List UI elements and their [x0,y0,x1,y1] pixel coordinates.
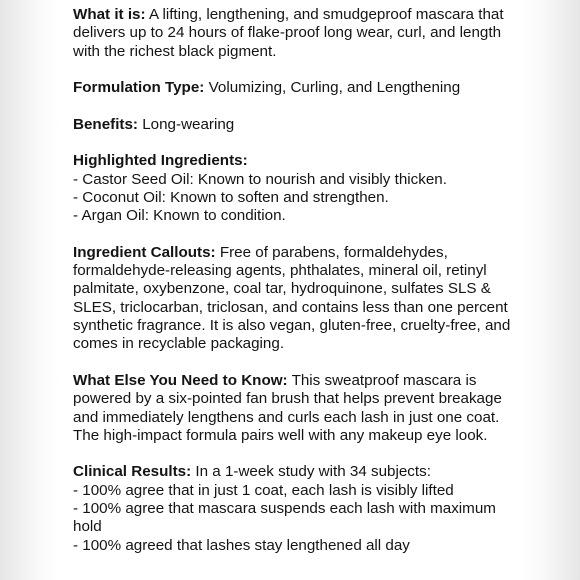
list-item: - Coconut Oil: Known to soften and strengthen. [73,188,389,206]
section-label: Ingredient Callouts: [73,243,216,261]
section-highlighted-ingredients [73,152,513,225]
section-clinical-results [73,463,513,554]
section-label: Clinical Results: [73,463,192,481]
section-text: Volumizing, Curling, and Lengthening [208,79,461,97]
list-item: - Argan Oil: Known to condition. [73,207,286,225]
section-benefits [73,116,513,134]
list-item: - 100% agreed that lashes stay lengthened all day [73,536,410,554]
section-formulation-type [73,79,513,97]
section-ingredient-callouts [73,244,513,354]
section-what-it-is [73,6,513,61]
section-text: Free of parabens, formaldehydes, formaldehyde-releasing agents, phthalates, mineral oil, retinyl palmitate, oxybenzone, coal tar, hydroquinone, sulfates SLS & SLES, triclocarban, triclosan, and contains less than one percent synthetic fragrance. It is also vegan, gluten-free, cruelty-free, and comes in recyclable packaging. [73,243,511,353]
section-text: This sweatproof mascara is powered by a six-pointed fan brush that helps prevent breakage and immediately lengthens and curls each lash in just one coat. The high-impact formula pairs well with any makeup eye look. [73,371,502,444]
section-text: A lifting, lengthening, and smudgeproof mascara that delivers up to 24 hours of flake-proof long wear, curl, and length with the richest black pigment. [73,6,504,60]
list-item: - Castor Seed Oil: Known to nourish and visibly thicken. [73,170,447,188]
section-text: Long-wearing [142,115,235,133]
section-label: Formulation Type: [73,79,205,97]
section-what-else [73,372,513,445]
section-label: What it is: [73,6,146,23]
section-label: Highlighted Ingredients: [73,152,248,170]
section-text: In a 1-week study with 34 subjects: [195,463,431,481]
section-label: What Else You Need to Know: [73,371,288,389]
section-label: Benefits: [73,115,138,133]
list-item: - 100% agree that mascara suspends each lash with maximum hold [73,500,496,536]
list-item: - 100% agree that in just 1 coat, each lash is visibly lifted [73,481,454,499]
product-details-text [73,6,513,573]
